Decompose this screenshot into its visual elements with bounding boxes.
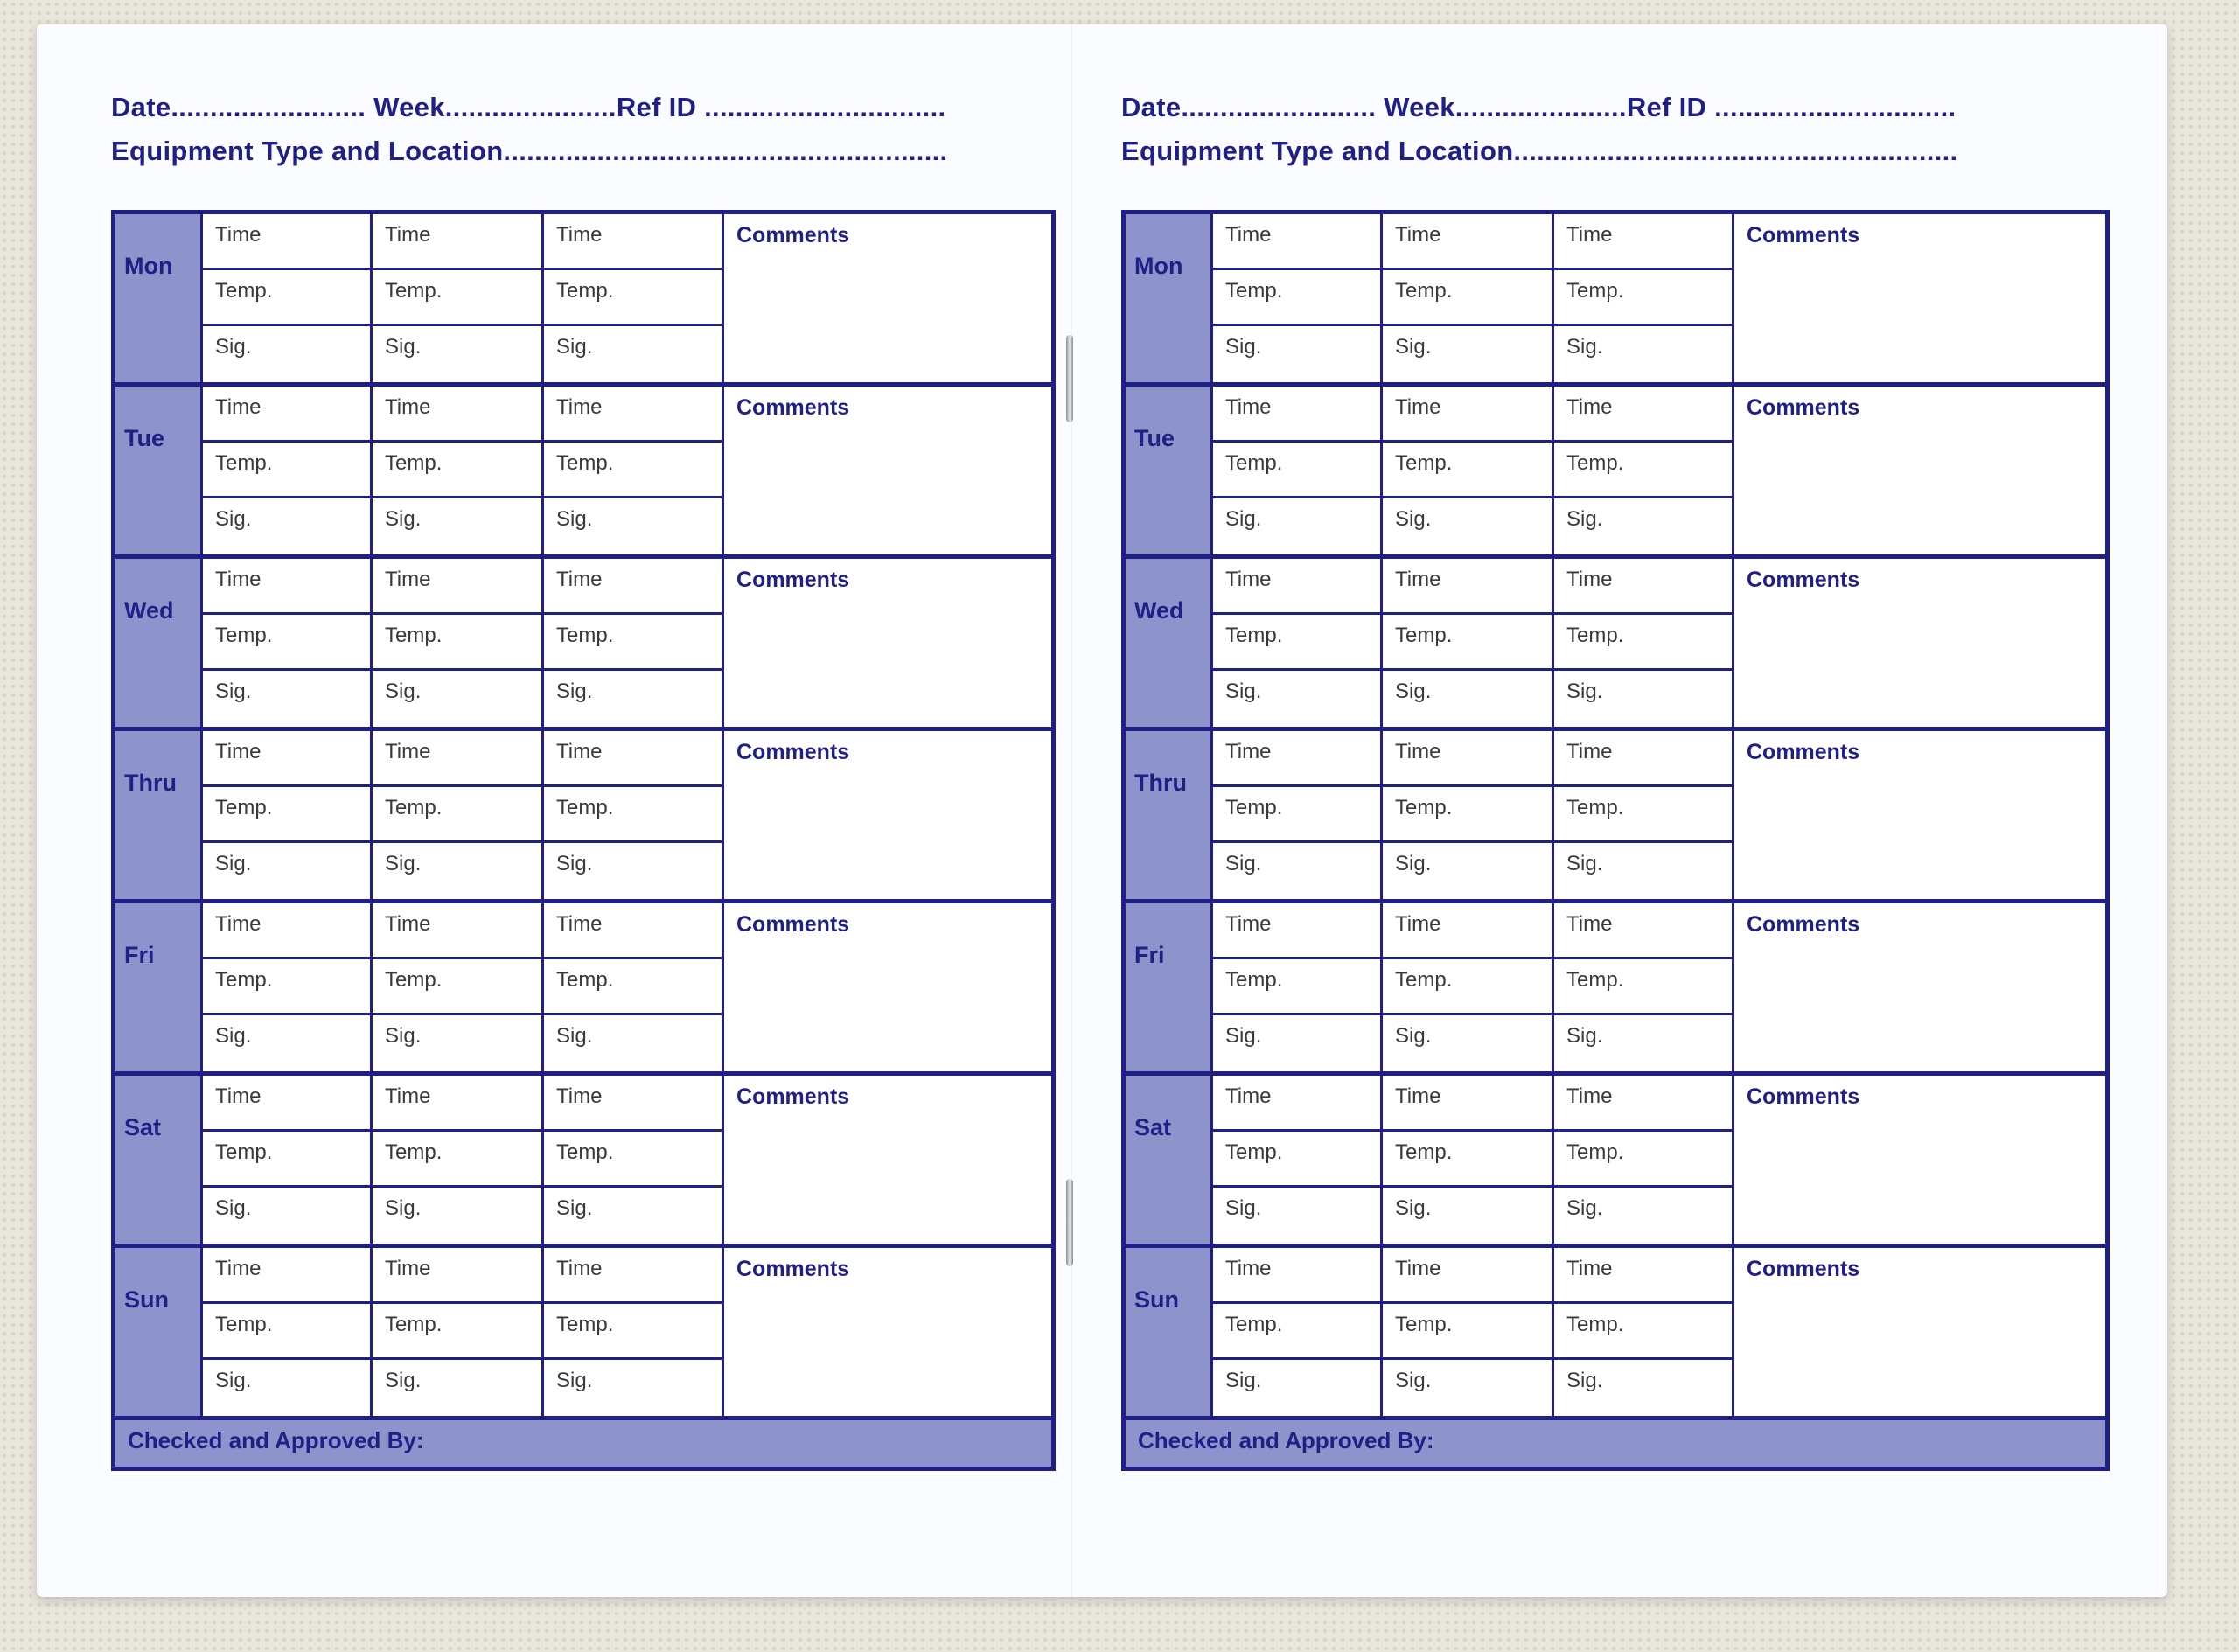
temp-cell[interactable]: Temp. xyxy=(1383,1132,1554,1188)
sig-cell[interactable]: Sig. xyxy=(544,326,724,382)
time-cell[interactable]: Time xyxy=(373,731,544,787)
staple-top xyxy=(1066,335,1073,422)
temp-cell[interactable]: Temp. xyxy=(1554,1304,1734,1360)
time-cell[interactable]: Time xyxy=(1213,731,1383,787)
week-field[interactable]: Week...................... xyxy=(373,92,617,122)
day-label: Fri xyxy=(1126,903,1213,1071)
day-label: Sun xyxy=(1126,1248,1213,1416)
day-block xyxy=(1126,899,2105,1071)
sig-cell[interactable]: Sig. xyxy=(544,843,724,899)
temp-cell[interactable]: Temp. xyxy=(544,959,724,1015)
time-cell[interactable]: Time xyxy=(1554,1076,1734,1132)
sig-cell[interactable]: Sig. xyxy=(203,1360,373,1416)
days-container xyxy=(1126,214,2105,1416)
sig-cell[interactable]: Sig. xyxy=(373,671,544,727)
ref-id-field[interactable]: Ref ID ............................... xyxy=(616,92,946,122)
time-cell[interactable]: Time xyxy=(544,1248,724,1304)
day-label: Sat xyxy=(1126,1076,1213,1244)
checked-approved-field[interactable]: Checked and Approved By: xyxy=(115,1416,1051,1467)
time-cell[interactable]: Time xyxy=(1383,1076,1554,1132)
comments-cell[interactable]: Comments xyxy=(736,1257,850,1281)
day-block xyxy=(115,727,1051,899)
sig-cell[interactable]: Sig. xyxy=(544,1360,724,1416)
temp-cell[interactable]: Temp. xyxy=(373,787,544,843)
sig-cell[interactable]: Sig. xyxy=(203,1188,373,1244)
left-page xyxy=(111,86,1056,1471)
time-cell[interactable]: Time xyxy=(1383,731,1554,787)
sig-cell[interactable]: Sig. xyxy=(203,671,373,727)
day-label: Mon xyxy=(115,214,203,382)
time-cell[interactable]: Time xyxy=(203,731,373,787)
comments-cell[interactable]: Comments xyxy=(1747,1084,1860,1109)
sig-cell[interactable]: Sig. xyxy=(1213,1015,1383,1071)
sig-cell[interactable]: Sig. xyxy=(544,498,724,554)
date-field[interactable]: Date......................... xyxy=(111,92,366,122)
time-cell[interactable]: Time xyxy=(203,903,373,959)
temp-cell[interactable]: Temp. xyxy=(1554,270,1734,326)
temp-cell[interactable]: Temp. xyxy=(373,443,544,498)
temp-cell[interactable]: Temp. xyxy=(544,787,724,843)
day-label: Mon xyxy=(1126,214,1213,382)
time-cell[interactable]: Time xyxy=(203,214,373,270)
time-cell[interactable]: Time xyxy=(544,559,724,615)
equipment-field[interactable]: Equipment Type and Location......................................................... xyxy=(111,136,948,166)
temp-cell[interactable]: Temp. xyxy=(203,443,373,498)
temp-cell[interactable]: Temp. xyxy=(544,443,724,498)
sig-cell[interactable]: Sig. xyxy=(1213,326,1383,382)
day-label: Thru xyxy=(115,731,203,899)
day-block xyxy=(1126,382,2105,554)
weekly-log-form xyxy=(1121,210,2110,1471)
temp-cell[interactable]: Temp. xyxy=(203,959,373,1015)
temp-cell[interactable]: Temp. xyxy=(1213,1304,1383,1360)
temp-cell[interactable]: Temp. xyxy=(544,1304,724,1360)
temp-cell[interactable]: Temp. xyxy=(1213,270,1383,326)
ref-id-field[interactable]: Ref ID ............................... xyxy=(1626,92,1957,122)
time-cell[interactable]: Time xyxy=(373,1076,544,1132)
time-cell[interactable]: Time xyxy=(1554,731,1734,787)
booklet-spine xyxy=(1071,24,1072,1597)
sig-cell[interactable]: Sig. xyxy=(373,498,544,554)
day-block xyxy=(1126,727,2105,899)
comments-cell[interactable]: Comments xyxy=(736,1084,850,1109)
sig-cell[interactable]: Sig. xyxy=(544,1015,724,1071)
time-cell[interactable]: Time xyxy=(1213,214,1383,270)
day-block xyxy=(115,214,1051,382)
time-cell[interactable]: Time xyxy=(1383,387,1554,443)
checked-approved-field[interactable]: Checked and Approved By: xyxy=(1126,1416,2105,1467)
temp-cell[interactable]: Temp. xyxy=(1383,787,1554,843)
time-cell[interactable]: Time xyxy=(1554,387,1734,443)
comments-cell[interactable]: Comments xyxy=(736,568,850,592)
time-cell[interactable]: Time xyxy=(1554,559,1734,615)
sig-cell[interactable]: Sig. xyxy=(544,671,724,727)
temp-cell[interactable]: Temp. xyxy=(373,959,544,1015)
time-cell[interactable]: Time xyxy=(1383,1248,1554,1304)
day-label: Fri xyxy=(115,903,203,1071)
day-block xyxy=(1126,554,2105,727)
weekly-log-form xyxy=(111,210,1056,1471)
temp-cell[interactable]: Temp. xyxy=(1383,443,1554,498)
time-cell[interactable]: Time xyxy=(544,387,724,443)
time-cell[interactable]: Time xyxy=(373,903,544,959)
week-field[interactable]: Week...................... xyxy=(1384,92,1627,122)
time-cell[interactable]: Time xyxy=(544,903,724,959)
temp-cell[interactable]: Temp. xyxy=(1213,959,1383,1015)
temp-cell[interactable]: Temp. xyxy=(1213,787,1383,843)
sig-cell[interactable]: Sig. xyxy=(1213,498,1383,554)
comments-cell[interactable]: Comments xyxy=(1747,395,1860,420)
day-label: Tue xyxy=(115,387,203,554)
temp-cell[interactable]: Temp. xyxy=(203,1132,373,1188)
sig-cell[interactable]: Sig. xyxy=(1383,671,1554,727)
time-cell[interactable]: Time xyxy=(1383,903,1554,959)
day-label: Sat xyxy=(115,1076,203,1244)
temp-cell[interactable]: Temp. xyxy=(373,270,544,326)
sig-cell[interactable]: Sig. xyxy=(1383,1188,1554,1244)
temp-cell[interactable]: Temp. xyxy=(373,1132,544,1188)
sig-cell[interactable]: Sig. xyxy=(1554,843,1734,899)
comments-cell[interactable]: Comments xyxy=(1747,912,1860,937)
day-block xyxy=(115,899,1051,1071)
temp-cell[interactable]: Temp. xyxy=(544,270,724,326)
sig-cell[interactable]: Sig. xyxy=(203,326,373,382)
sig-cell[interactable]: Sig. xyxy=(544,1188,724,1244)
header-line-date xyxy=(111,86,1056,129)
temp-cell[interactable]: Temp. xyxy=(203,615,373,671)
sig-cell[interactable]: Sig. xyxy=(373,326,544,382)
day-block xyxy=(115,554,1051,727)
sig-cell[interactable]: Sig. xyxy=(373,1188,544,1244)
sig-cell[interactable]: Sig. xyxy=(1213,843,1383,899)
comments-cell[interactable]: Comments xyxy=(736,912,850,937)
sig-cell[interactable]: Sig. xyxy=(1554,498,1734,554)
temp-cell[interactable]: Temp. xyxy=(1383,270,1554,326)
temp-cell[interactable]: Temp. xyxy=(1383,1304,1554,1360)
time-cell[interactable]: Time xyxy=(544,214,724,270)
sig-cell[interactable]: Sig. xyxy=(1383,1360,1554,1416)
time-cell[interactable]: Time xyxy=(203,387,373,443)
temp-cell[interactable]: Temp. xyxy=(1554,615,1734,671)
sig-cell[interactable]: Sig. xyxy=(203,1015,373,1071)
time-cell[interactable]: Time xyxy=(1213,387,1383,443)
sig-cell[interactable]: Sig. xyxy=(1554,1188,1734,1244)
time-cell[interactable]: Time xyxy=(203,1248,373,1304)
time-cell[interactable]: Time xyxy=(1383,559,1554,615)
day-block xyxy=(115,382,1051,554)
header-line-date xyxy=(1121,86,2110,129)
sig-cell[interactable]: Sig. xyxy=(1383,843,1554,899)
comments-cell[interactable]: Comments xyxy=(736,740,850,764)
time-cell[interactable]: Time xyxy=(373,214,544,270)
log-booklet xyxy=(37,24,2167,1597)
day-label: Tue xyxy=(1126,387,1213,554)
temp-cell[interactable]: Temp. xyxy=(1383,615,1554,671)
temp-cell[interactable]: Temp. xyxy=(1383,959,1554,1015)
time-cell[interactable]: Time xyxy=(373,387,544,443)
sig-cell[interactable]: Sig. xyxy=(1383,1015,1554,1071)
temp-cell[interactable]: Temp. xyxy=(1213,443,1383,498)
time-cell[interactable]: Time xyxy=(373,559,544,615)
temp-cell[interactable]: Temp. xyxy=(203,270,373,326)
day-block xyxy=(1126,214,2105,382)
sig-cell[interactable]: Sig. xyxy=(1554,671,1734,727)
comments-cell[interactable]: Comments xyxy=(736,395,850,420)
sig-cell[interactable]: Sig. xyxy=(373,1015,544,1071)
comments-cell[interactable]: Comments xyxy=(1747,223,1860,247)
temp-cell[interactable]: Temp. xyxy=(1554,787,1734,843)
days-container xyxy=(115,214,1051,1416)
time-cell[interactable]: Time xyxy=(544,731,724,787)
day-label: Sun xyxy=(115,1248,203,1416)
sig-cell[interactable]: Sig. xyxy=(203,843,373,899)
temp-cell[interactable]: Temp. xyxy=(373,1304,544,1360)
temp-cell[interactable]: Temp. xyxy=(1554,959,1734,1015)
day-block xyxy=(115,1071,1051,1244)
comments-cell[interactable]: Comments xyxy=(1747,568,1860,592)
comments-cell[interactable]: Comments xyxy=(736,223,850,247)
right-page xyxy=(1121,86,2110,1471)
time-cell[interactable]: Time xyxy=(544,1076,724,1132)
temp-cell[interactable]: Temp. xyxy=(1554,1132,1734,1188)
sig-cell[interactable]: Sig. xyxy=(373,1360,544,1416)
temp-cell[interactable]: Temp. xyxy=(1213,1132,1383,1188)
sig-cell[interactable]: Sig. xyxy=(1554,1360,1734,1416)
temp-cell[interactable]: Temp. xyxy=(544,1132,724,1188)
sig-cell[interactable]: Sig. xyxy=(373,843,544,899)
time-cell[interactable]: Time xyxy=(203,1076,373,1132)
sig-cell[interactable]: Sig. xyxy=(1383,326,1554,382)
temp-cell[interactable]: Temp. xyxy=(1213,615,1383,671)
sig-cell[interactable]: Sig. xyxy=(1213,1360,1383,1416)
time-cell[interactable]: Time xyxy=(1213,903,1383,959)
temp-cell[interactable]: Temp. xyxy=(373,615,544,671)
sig-cell[interactable]: Sig. xyxy=(1554,326,1734,382)
sig-cell[interactable]: Sig. xyxy=(1554,1015,1734,1071)
temp-cell[interactable]: Temp. xyxy=(544,615,724,671)
temp-cell[interactable]: Temp. xyxy=(1554,443,1734,498)
temp-cell[interactable]: Temp. xyxy=(203,787,373,843)
sig-cell[interactable]: Sig. xyxy=(1213,671,1383,727)
date-field[interactable]: Date......................... xyxy=(1121,92,1377,122)
staple-bottom xyxy=(1066,1179,1073,1266)
time-cell[interactable]: Time xyxy=(1213,1076,1383,1132)
comments-cell[interactable]: Comments xyxy=(1747,1257,1860,1281)
equipment-field[interactable]: Equipment Type and Location......................................................... xyxy=(1121,136,1958,166)
sig-cell[interactable]: Sig. xyxy=(1213,1188,1383,1244)
day-label: Wed xyxy=(115,559,203,727)
day-label: Wed xyxy=(1126,559,1213,727)
time-cell[interactable]: Time xyxy=(1383,214,1554,270)
sig-cell[interactable]: Sig. xyxy=(1383,498,1554,554)
time-cell[interactable]: Time xyxy=(1554,214,1734,270)
comments-cell[interactable]: Comments xyxy=(1747,740,1860,764)
time-cell[interactable]: Time xyxy=(203,559,373,615)
time-cell[interactable]: Time xyxy=(1213,1248,1383,1304)
day-block xyxy=(1126,1244,2105,1416)
temp-cell[interactable]: Temp. xyxy=(203,1304,373,1360)
day-block xyxy=(115,1244,1051,1416)
time-cell[interactable]: Time xyxy=(1213,559,1383,615)
time-cell[interactable]: Time xyxy=(373,1248,544,1304)
sig-cell[interactable]: Sig. xyxy=(203,498,373,554)
time-cell[interactable]: Time xyxy=(1554,1248,1734,1304)
day-label: Thru xyxy=(1126,731,1213,899)
time-cell[interactable]: Time xyxy=(1554,903,1734,959)
day-block xyxy=(1126,1071,2105,1244)
